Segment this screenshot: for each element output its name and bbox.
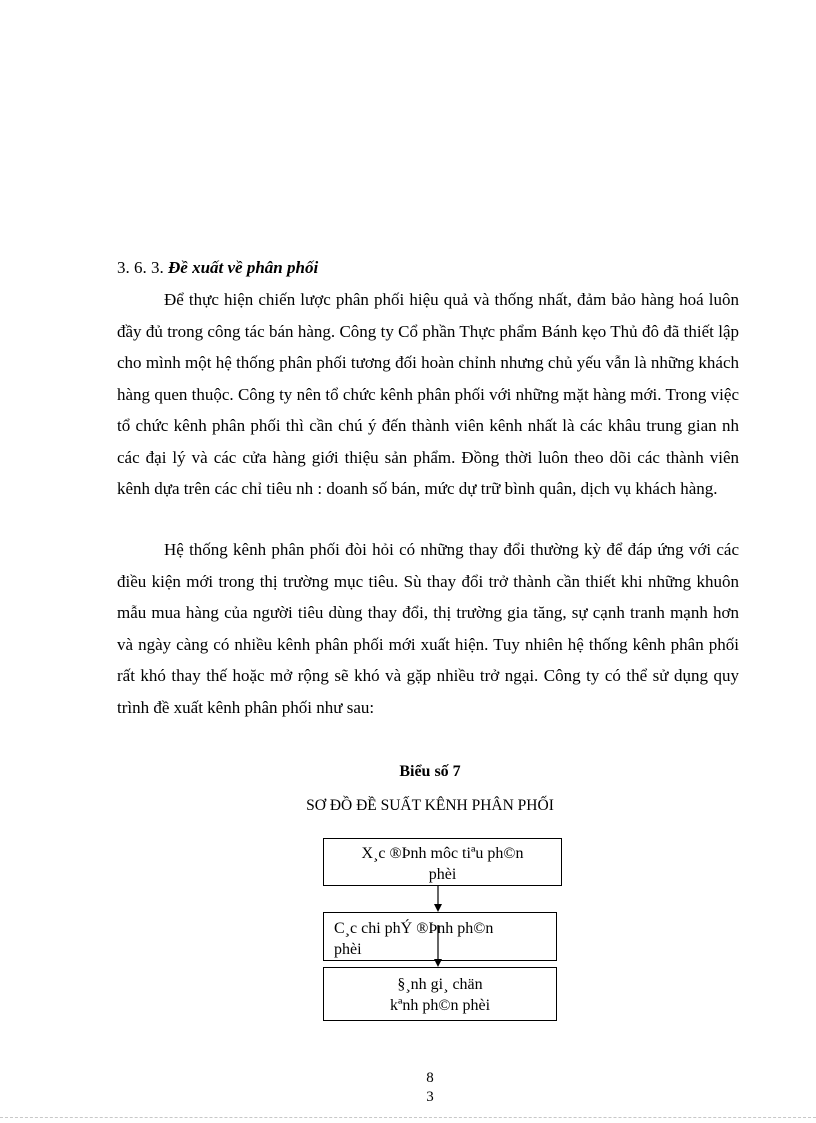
page-number: 3 [426, 1089, 434, 1105]
page-bottom-divider [0, 1117, 816, 1119]
flow-arrow-down [434, 925, 442, 967]
section-title: Đề xuất về phân phối [168, 258, 319, 277]
paragraph-1: Để thực hiện chiến lược phân phối hiệu quả và thống nhất, đảm bảo hàng hoá luôn đầy đủ trong công tác bán hàng. Công ty Cổ phần Thực phẩm Bánh kẹo Thủ đô đã thiết lập cho mình một hệ thống phân phối tương đối hoàn chỉnh nhưng chủ yếu vẫn là những khách hàng quen thuộc. Công ty nên tổ chức kênh phân phối với những mặt hàng mới. Trong việc tổ chức kênh phân phối thì cần chú ý đến thành viên kênh nhất là các khâu trung gian nh các đại lý và các cửa hàng giới thiệu sản phẩm. Đồng thời luôn theo dõi các thành viên kênh dựa trên các chỉ tiêu nh : doanh số bán, mức dự trữ bình quân, dịch vụ khách hàng. [117, 290, 739, 498]
flow-box-line: X¸c ®Þnh môc tiªu ph©n [361, 845, 524, 862]
section-heading [117, 258, 318, 278]
flow-arrow-down [434, 886, 442, 912]
section-number: 3. 6. 3. [117, 258, 164, 277]
flow-box-line: phèi [428, 866, 457, 883]
paragraph-2: Hệ thống kênh phân phối đòi hỏi có những thay đổi thường kỳ để đáp ứng với các điều kiện mới trong thị trường mục tiêu. Sù thay đổi trở thành cần thiết khi những khuôn mẫu mua hàng của người tiêu dùng thay đổi, thị trường gia tăng, sự cạnh tranh mạnh hơn và ngày càng có nhiều kênh phân phối mới xuất hiện. Tuy nhiên hệ thống kênh phân phối rất khó thay thế hoặc mở rộng sẽ khó và gặp nhiều trở ngại. Công ty có thể sử dụng quy trình đề xuất kênh phân phối như sau: [117, 540, 739, 717]
flow-box-objectives [323, 838, 562, 886]
figure-label: Biểu số 7 [399, 763, 461, 780]
flow-box-evaluate [323, 967, 557, 1021]
flow-box-line: §¸nh gi¸ chän [397, 976, 483, 993]
flow-box-line: phèi [334, 941, 362, 958]
flow-box-line: C¸c chi phÝ ®Þnh ph©n [334, 920, 494, 937]
page-number: 8 [426, 1070, 434, 1086]
figure-title: SƠ ĐỒ ĐỀ SUẤT KÊNH PHÂN PHỐI [306, 797, 554, 814]
flow-box-line: kªnh ph©n phèi [389, 997, 491, 1014]
